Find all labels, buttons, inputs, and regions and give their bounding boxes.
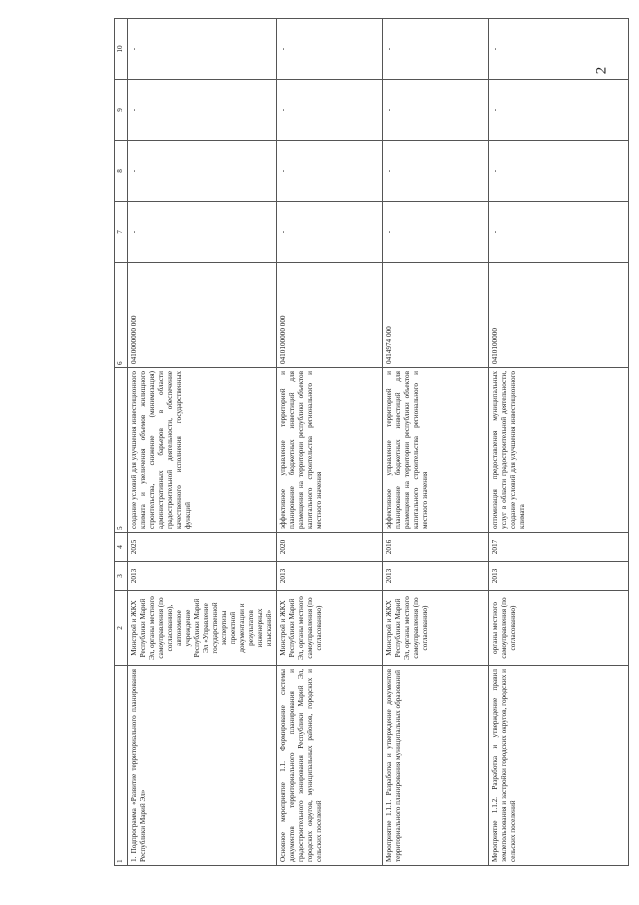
value-cell-9: - xyxy=(383,80,489,141)
code-cell: 0410000000 000 xyxy=(128,263,277,368)
value-cell-10: - xyxy=(383,19,489,80)
column-header-2: 2 xyxy=(115,591,128,666)
value-cell-8: - xyxy=(128,141,277,202)
end-year-cell: 2016 xyxy=(383,533,489,562)
header-row xyxy=(115,19,128,866)
start-year-cell: 2013 xyxy=(489,562,629,591)
value-cell-7: - xyxy=(383,202,489,263)
column-header-9: 9 xyxy=(115,80,128,141)
start-year-cell: 2013 xyxy=(128,562,277,591)
table-row xyxy=(128,19,277,866)
row-name-cell: Мероприятие 1.1.1. Разработка и утверждение документов территориального планирования муниципальных образований xyxy=(383,666,489,866)
column-header-1: 1 xyxy=(115,666,128,866)
column-header-7: 7 xyxy=(115,202,128,263)
row-name-cell: Основное мероприятие 1.1. Формирование системы документов территориального планирования и градостроительного зонирования Республики Марий Эл, городских округов, муниципальных районов, городских и сельских поселений xyxy=(277,666,383,866)
value-cell-8: - xyxy=(277,141,383,202)
end-year-cell: 2017 xyxy=(489,533,629,562)
result-cell: оптимизация предоставления муниципальных услуг в области градостроительной деятельности, создание условий для улучшения инвестиционного климата xyxy=(489,368,629,533)
value-cell-8: - xyxy=(383,141,489,202)
table-row xyxy=(489,19,629,866)
program-table xyxy=(114,18,629,866)
start-year-cell: 2013 xyxy=(383,562,489,591)
responsible-cell: Минстрой и ЖКХ Республики Марий Эл, органы местного самоуправления (по согласованию) xyxy=(277,591,383,666)
result-cell: эффективное управление территорией и планирование бюджетных инвестиций для размещения на территории республики объектов капитального строительства регионального и местного значения xyxy=(383,368,489,533)
value-cell-8: - xyxy=(489,141,629,202)
code-cell: 0414974 000 xyxy=(383,263,489,368)
column-header-4: 4 xyxy=(115,533,128,562)
responsible-cell: органы местного самоуправления (по согласованию) xyxy=(489,591,629,666)
table-row xyxy=(277,19,383,866)
responsible-cell: Минстрой и ЖКХ Республики Марий Эл, органы местного самоуправления (по согласованию), автономное учреждение Республики Марий Эл «Управление государственной экспертизы проектной документации и результатов инженерных изысканий» xyxy=(128,591,277,666)
column-header-5: 5 xyxy=(115,368,128,533)
start-year-cell: 2013 xyxy=(277,562,383,591)
code-cell: 0410100000 000 xyxy=(277,263,383,368)
value-cell-9: - xyxy=(277,80,383,141)
row-name-cell: 1. Подпрограмма «Развитие территориального планирования Республики Марий Эл» xyxy=(128,666,277,866)
result-cell: создание условий для улучшения инвестиционного климата и увеличения объемов жилищного строительства, снижение (минимизация) административных барьеров в области градостроительной деятельности, обеспечение качественного исполнения государственных функций xyxy=(128,368,277,533)
result-cell: эффективное управление территорией и планирование бюджетных инвестиций для размещения на территории республики объектов капитального строительства регионального и местного значения xyxy=(277,368,383,533)
table-row xyxy=(383,19,489,866)
column-header-10: 10 xyxy=(115,19,128,80)
responsible-cell: Минстрой и ЖКХ Республики Марий Эл, органы местного самоуправления (по согласованию) xyxy=(383,591,489,666)
value-cell-7: - xyxy=(489,202,629,263)
page-number: 2 xyxy=(593,66,610,75)
value-cell-9: - xyxy=(489,80,629,141)
value-cell-7: - xyxy=(128,202,277,263)
end-year-cell: 2025 xyxy=(128,533,277,562)
value-cell-10: - xyxy=(128,19,277,80)
column-header-8: 8 xyxy=(115,141,128,202)
value-cell-10: - xyxy=(277,19,383,80)
value-cell-9: - xyxy=(128,80,277,141)
column-header-6: 6 xyxy=(115,263,128,368)
value-cell-7: - xyxy=(277,202,383,263)
column-header-3: 3 xyxy=(115,562,128,591)
end-year-cell: 2020 xyxy=(277,533,383,562)
code-cell: 0410100000 xyxy=(489,263,629,368)
rotated-table-wrapper xyxy=(114,45,634,866)
value-cell-10: - xyxy=(489,19,629,80)
row-name-cell: Мероприятие 1.1.2. Разработка и утверждение правил землепользования и застройки городских округов, городских и сельских поселений xyxy=(489,666,629,866)
